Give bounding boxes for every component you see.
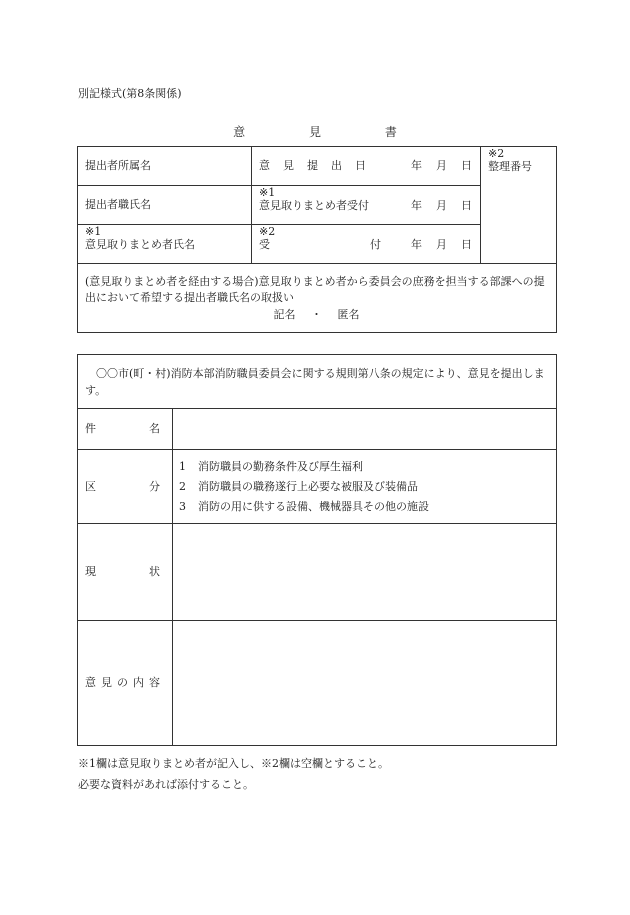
ref-number-label: 整理番号 xyxy=(488,160,532,173)
label-char: 見 xyxy=(283,159,294,172)
subject-input-cell[interactable] xyxy=(173,409,557,450)
month-unit: 月 xyxy=(436,159,447,172)
label-char: 区 xyxy=(85,479,96,493)
coordinator-name-label: 意見取りまとめ者氏名 xyxy=(85,238,195,251)
option-text: 消防の用に供する設備、機械器具その他の施設 xyxy=(198,499,429,513)
label-char: 受 xyxy=(259,238,270,251)
coordinator-received-cell[interactable] xyxy=(252,186,481,225)
date-fields xyxy=(411,238,472,252)
ref-number-cell[interactable] xyxy=(481,147,557,264)
affiliation-label-cell xyxy=(78,147,252,186)
day-unit: 日 xyxy=(461,199,472,212)
year-unit: 年 xyxy=(411,159,422,172)
opinion-table xyxy=(77,354,557,746)
option-text: 消防職員の職務遂行上必要な被服及び装備品 xyxy=(198,479,418,493)
date-fields xyxy=(411,159,472,173)
year-unit: 年 xyxy=(411,238,422,251)
handling-note: (意見取りまとめ者を経由する場合)意見取りまとめ者から委員会の庶務を担当する部課への提出において希望する提出者職氏名の取扱い xyxy=(85,275,545,304)
mark-2: ※2 xyxy=(488,147,505,160)
label-char: 日 xyxy=(355,159,366,172)
heading-char: 見 xyxy=(308,125,321,139)
heading-char: 意 xyxy=(233,125,246,139)
label-char: 意 xyxy=(85,676,96,689)
mark-1: ※1 xyxy=(259,186,276,199)
label-char: 付 xyxy=(370,238,381,251)
status-label-cell xyxy=(78,524,173,621)
option-number: 1 xyxy=(179,459,186,473)
subject-label-cell xyxy=(78,409,173,450)
label-char: 名 xyxy=(149,422,160,435)
submission-info-table xyxy=(77,146,557,333)
heading-char: 書 xyxy=(384,125,397,139)
label-char: 意 xyxy=(259,159,270,172)
day-unit: 日 xyxy=(461,159,472,172)
mark-2: ※2 xyxy=(259,225,276,238)
month-unit: 月 xyxy=(436,199,447,212)
label-char: 見 xyxy=(101,676,112,689)
label-char: 提 xyxy=(307,159,318,172)
year-unit: 年 xyxy=(411,199,422,212)
handling-note-cell[interactable] xyxy=(78,264,557,333)
label-char: の xyxy=(117,676,128,689)
intro-text: 〇〇市(町・村)消防本部消防職員委員会に関する規則第八条の規定により、意見を提出します。 xyxy=(85,367,545,397)
anonymous-option[interactable]: 匿名 xyxy=(337,308,360,321)
name-label-cell xyxy=(78,186,252,225)
received-cell[interactable] xyxy=(252,225,481,264)
name-label: 提出者職氏名 xyxy=(85,198,151,211)
category-option[interactable] xyxy=(179,457,556,477)
status-input-cell[interactable] xyxy=(173,524,557,621)
option-text: 消防職員の勤務条件及び厚生福利 xyxy=(198,459,363,473)
submit-date-cell[interactable] xyxy=(252,147,481,186)
category-option[interactable] xyxy=(179,497,556,517)
label-char: 現 xyxy=(85,565,96,578)
mark-1: ※1 xyxy=(85,225,102,238)
label-char: 状 xyxy=(149,565,160,578)
coordinator-name-cell[interactable] xyxy=(78,225,252,264)
footer-note-2: 必要な資料があれば添付すること。 xyxy=(78,778,254,791)
date-fields xyxy=(411,199,472,213)
affiliation-label: 提出者所属名 xyxy=(85,159,151,172)
label-char: 分 xyxy=(149,479,160,493)
label-char: 容 xyxy=(149,676,160,689)
label-char: 件 xyxy=(85,422,96,435)
intro-cell xyxy=(78,355,557,409)
month-unit: 月 xyxy=(436,238,447,251)
separator-dot: ・ xyxy=(311,308,322,321)
option-number: 2 xyxy=(179,479,186,493)
coordinator-received-label: 意見取りまとめ者受付 xyxy=(259,199,369,212)
submit-date-label xyxy=(259,159,379,173)
category-option[interactable] xyxy=(179,477,556,497)
option-number: 3 xyxy=(179,499,186,513)
category-options-cell[interactable] xyxy=(173,450,557,524)
label-char: 内 xyxy=(133,676,144,689)
footer-note-1: ※1欄は意見取りまとめ者が記入し、※2欄は空欄とすること。 xyxy=(78,757,389,770)
received-label xyxy=(259,238,381,252)
name-option-row xyxy=(85,307,548,323)
document-heading xyxy=(0,123,630,140)
content-input-cell[interactable] xyxy=(173,621,557,746)
day-unit: 日 xyxy=(461,238,472,251)
named-option[interactable]: 記名 xyxy=(273,308,296,321)
form-title: 別記様式(第8条関係) xyxy=(78,87,182,100)
content-label-cell xyxy=(78,621,173,746)
label-char: 出 xyxy=(331,159,342,172)
category-label-cell xyxy=(78,450,173,524)
